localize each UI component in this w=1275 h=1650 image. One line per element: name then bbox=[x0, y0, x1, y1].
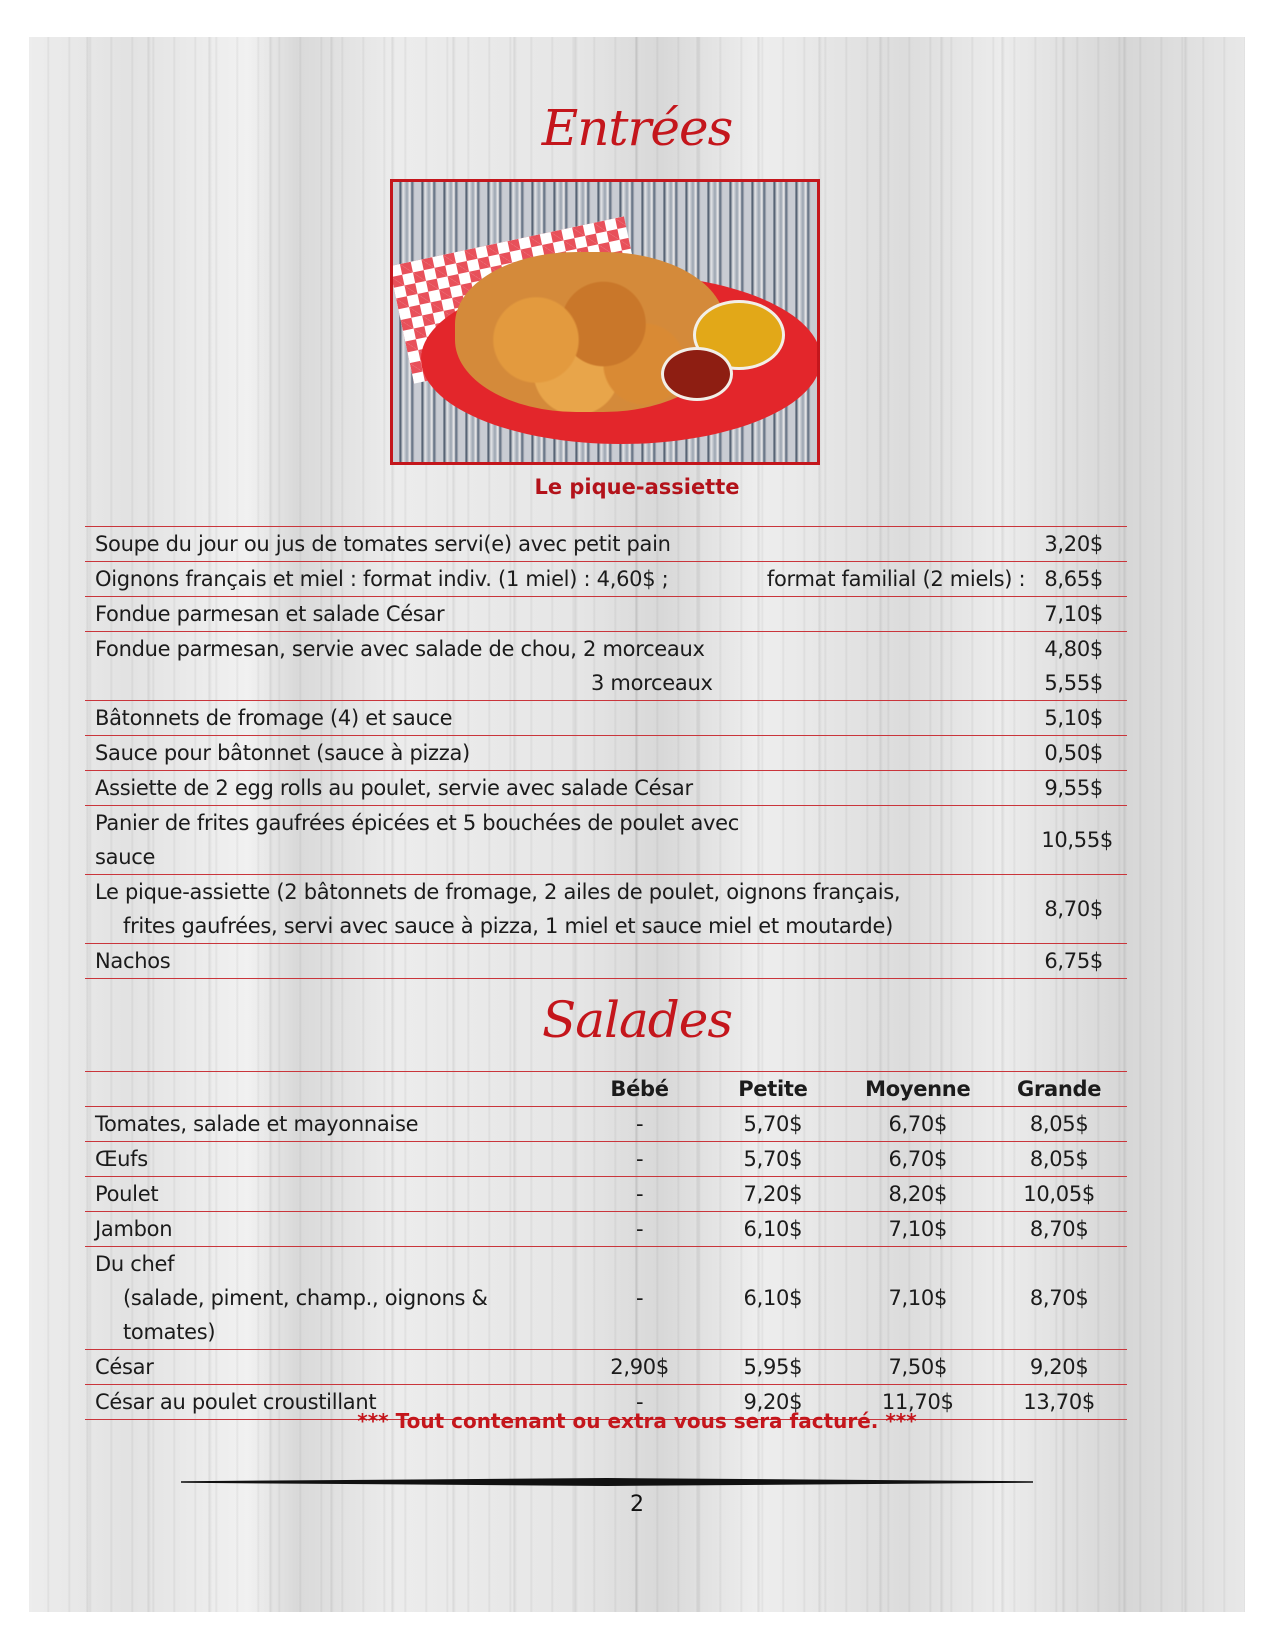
photo-caption: Le pique-assiette bbox=[534, 475, 740, 499]
table-header-row bbox=[85, 1072, 1127, 1107]
price-moyenne: 8,20$ bbox=[844, 1177, 991, 1212]
column-header-moyenne: Moyenne bbox=[844, 1072, 991, 1107]
item-name: Fondue parmesan, servie avec salade de chou, 2 morceaux bbox=[95, 637, 705, 661]
item-name: Fondue parmesan et salade César bbox=[85, 597, 757, 632]
item-price: 10,55$ bbox=[1031, 806, 1127, 875]
table-row bbox=[85, 944, 1127, 979]
price-grande: 9,20$ bbox=[991, 1350, 1127, 1385]
salades-title: Salades bbox=[541, 991, 733, 1049]
item-sub-name: 3 morceaux bbox=[591, 671, 713, 695]
price-moyenne: 7,50$ bbox=[844, 1350, 991, 1385]
column-header-bebe: Bébé bbox=[578, 1072, 702, 1107]
price-bebe: - bbox=[578, 1385, 702, 1420]
table-row bbox=[85, 1212, 1127, 1247]
salad-name: César au poulet croustillant bbox=[85, 1385, 578, 1420]
item-name: Bâtonnets de fromage (4) et sauce bbox=[85, 701, 757, 736]
table-row bbox=[85, 875, 1127, 944]
item-name: Nachos bbox=[85, 944, 757, 979]
item-price: 7,10$ bbox=[1031, 597, 1127, 632]
price-bebe: - bbox=[578, 1247, 702, 1350]
price-moyenne: 6,70$ bbox=[844, 1107, 991, 1142]
item-name: Assiette de 2 egg rolls au poulet, servie avec salade César bbox=[85, 771, 757, 806]
table-row bbox=[85, 736, 1127, 771]
item-name: Oignons français et miel : format indiv. (1 miel) : 4,60$ ; bbox=[85, 562, 757, 597]
price-bebe: - bbox=[578, 1142, 702, 1177]
item-price: 0,50$ bbox=[1031, 736, 1127, 771]
price-petite: 6,10$ bbox=[702, 1247, 845, 1350]
price-petite: 5,95$ bbox=[702, 1350, 845, 1385]
table-row bbox=[85, 806, 1127, 875]
price-bebe: - bbox=[578, 1177, 702, 1212]
salad-description: (salade, piment, champ., oignons & tomates) bbox=[123, 1286, 488, 1344]
item-name: Panier de frites gaufrées épicées et 5 bouchées de poulet avec sauce bbox=[85, 806, 757, 875]
page-number: 2 bbox=[630, 1492, 644, 1517]
price-petite: 5,70$ bbox=[702, 1107, 845, 1142]
extra-charge-note: *** Tout contenant ou extra vous sera facturé. *** bbox=[357, 1409, 917, 1433]
price-petite: 9,20$ bbox=[702, 1385, 845, 1420]
table-row bbox=[85, 1142, 1127, 1177]
salad-name: Poulet bbox=[85, 1177, 578, 1212]
item-price: 5,10$ bbox=[1031, 701, 1127, 736]
item-mid-label: format familial (2 miels) : bbox=[757, 562, 1031, 597]
item-price: 9,55$ bbox=[1031, 771, 1127, 806]
price-moyenne: 7,10$ bbox=[844, 1212, 991, 1247]
entrees-table bbox=[85, 526, 1127, 979]
price-petite: 6,10$ bbox=[702, 1212, 845, 1247]
table-row bbox=[85, 701, 1127, 736]
table-row bbox=[85, 771, 1127, 806]
column-header-petite: Petite bbox=[702, 1072, 845, 1107]
item-price: 8,70$ bbox=[1031, 875, 1127, 944]
table-row bbox=[85, 597, 1127, 632]
item-name: Le pique-assiette (2 bâtonnets de fromage, 2 ailes de poulet, oignons français, bbox=[95, 880, 901, 904]
table-row bbox=[85, 1177, 1127, 1212]
column-header-name bbox=[85, 1072, 578, 1107]
price-bebe: - bbox=[578, 1107, 702, 1142]
pizza-sauce-cup bbox=[661, 347, 733, 401]
item-name: Sauce pour bâtonnet (sauce à pizza) bbox=[85, 736, 757, 771]
salad-name: Œufs bbox=[85, 1142, 578, 1177]
table-row bbox=[85, 1247, 1127, 1350]
table-row bbox=[85, 1107, 1127, 1142]
salades-table bbox=[85, 1071, 1127, 1420]
price-grande: 8,70$ bbox=[991, 1247, 1127, 1350]
price-grande: 8,70$ bbox=[991, 1212, 1127, 1247]
price-grande: 8,05$ bbox=[991, 1142, 1127, 1177]
price-moyenne: 7,10$ bbox=[844, 1247, 991, 1350]
table-row bbox=[85, 527, 1127, 562]
item-price: 3,20$ bbox=[1031, 527, 1127, 562]
table-row bbox=[85, 632, 1127, 701]
table-row bbox=[85, 562, 1127, 597]
salad-name: Du chef bbox=[95, 1252, 175, 1276]
price-grande: 10,05$ bbox=[991, 1177, 1127, 1212]
item-description: frites gaufrées, servi avec sauce à pizza, 1 miel et sauce miel et moutarde) bbox=[123, 914, 893, 938]
item-name: Soupe du jour ou jus de tomates servi(e) avec petit pain bbox=[85, 527, 757, 562]
entrees-title: Entrées bbox=[541, 99, 733, 157]
column-header-grande: Grande bbox=[991, 1072, 1127, 1107]
price-petite: 7,20$ bbox=[702, 1177, 845, 1212]
salad-name: César bbox=[85, 1350, 578, 1385]
item-price: 6,75$ bbox=[1031, 944, 1127, 979]
price-moyenne: 11,70$ bbox=[844, 1385, 991, 1420]
price-grande: 13,70$ bbox=[991, 1385, 1127, 1420]
price-moyenne: 6,70$ bbox=[844, 1142, 991, 1177]
price-petite: 5,70$ bbox=[702, 1142, 845, 1177]
item-sub-price: 5,55$ bbox=[1044, 671, 1103, 695]
salad-name: Tomates, salade et mayonnaise bbox=[85, 1107, 578, 1142]
table-row bbox=[85, 1350, 1127, 1385]
item-price: 4,80$ bbox=[1044, 637, 1103, 661]
salad-name: Jambon bbox=[85, 1212, 578, 1247]
footer-divider bbox=[181, 1478, 1033, 1486]
price-bebe: 2,90$ bbox=[578, 1350, 702, 1385]
menu-page bbox=[29, 37, 1245, 1612]
pique-assiette-photo bbox=[390, 179, 820, 465]
price-grande: 8,05$ bbox=[991, 1107, 1127, 1142]
price-bebe: - bbox=[578, 1212, 702, 1247]
item-price: 8,65$ bbox=[1031, 562, 1127, 597]
